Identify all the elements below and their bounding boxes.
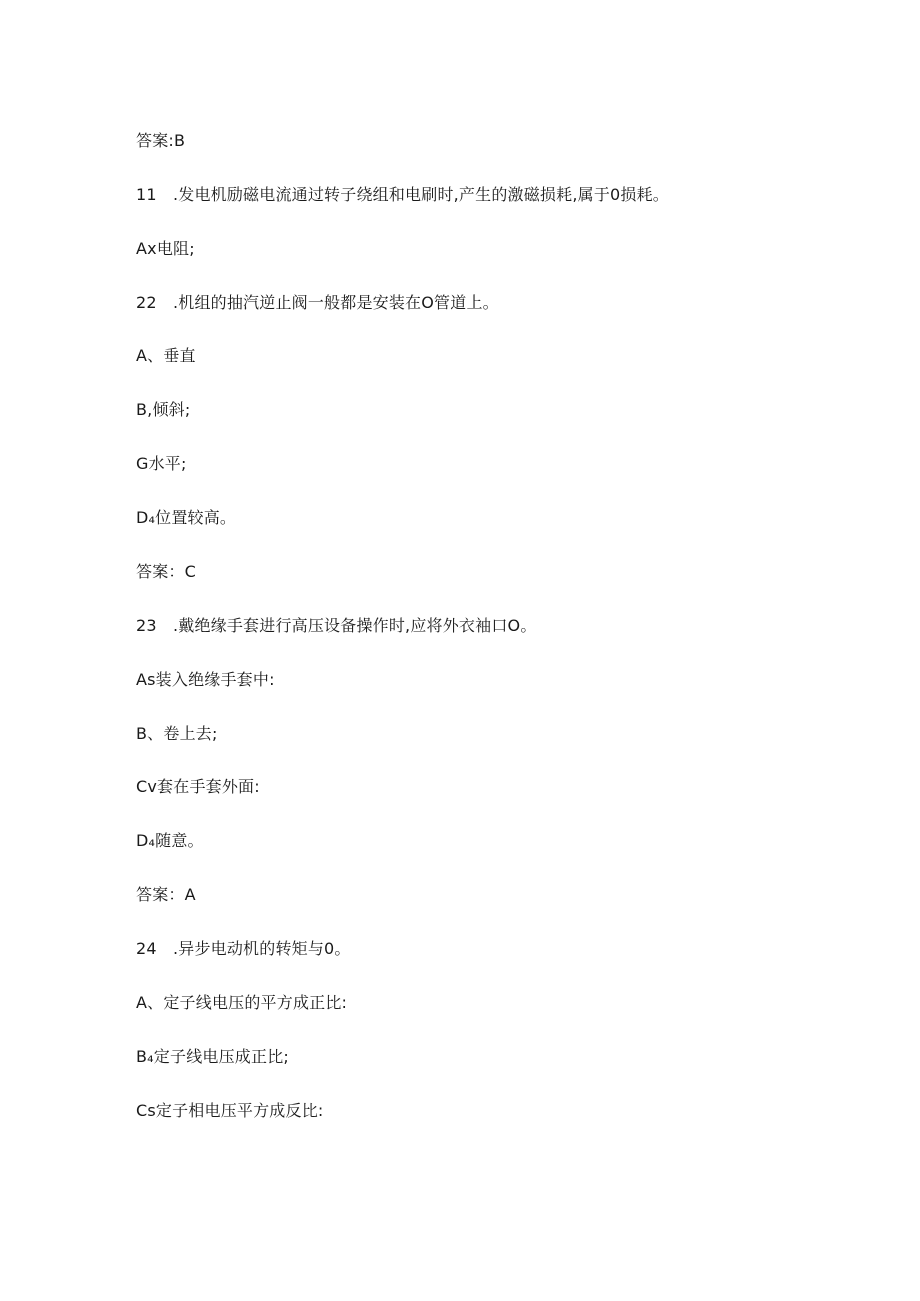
answer-line-22: 答案：C xyxy=(136,562,196,581)
option-a-23: As装入绝缘手套中: xyxy=(136,670,275,689)
question-22: 22 .机组的抽汽逆止阀一般都是安装在O管道上。 xyxy=(136,293,499,312)
question-11: 11 .发电机励磁电流通过转子绕组和电刷时,产生的激磁损耗,属于0损耗。 xyxy=(136,185,669,204)
question-24: 24 .异步电动机的转矩与0。 xyxy=(136,939,351,958)
option-d-22: D₄位置较高。 xyxy=(136,508,237,527)
option-b-22: B,倾斜; xyxy=(136,400,191,419)
question-23: 23 .戴绝缘手套进行高压设备操作时,应将外衣袖口O。 xyxy=(136,616,537,635)
option-d-23: D₄随意。 xyxy=(136,831,204,850)
option-b-24: B₄定子线电压成正比; xyxy=(136,1047,289,1066)
answer-line-23: 答案：A xyxy=(136,885,196,904)
option-a-24: A、定子线电压的平方成正比: xyxy=(136,993,348,1012)
option-c-24: Cs定子相电压平方成反比: xyxy=(136,1101,324,1120)
answer-line-10: 答案:B xyxy=(136,131,186,150)
option-b-23: B、卷上去; xyxy=(136,724,218,743)
option-a-22: A、垂直 xyxy=(136,346,196,365)
option-a-11: Ax电阻; xyxy=(136,239,195,258)
option-c-22: G水平; xyxy=(136,454,187,473)
option-c-23: Cv套在手套外面: xyxy=(136,777,260,796)
